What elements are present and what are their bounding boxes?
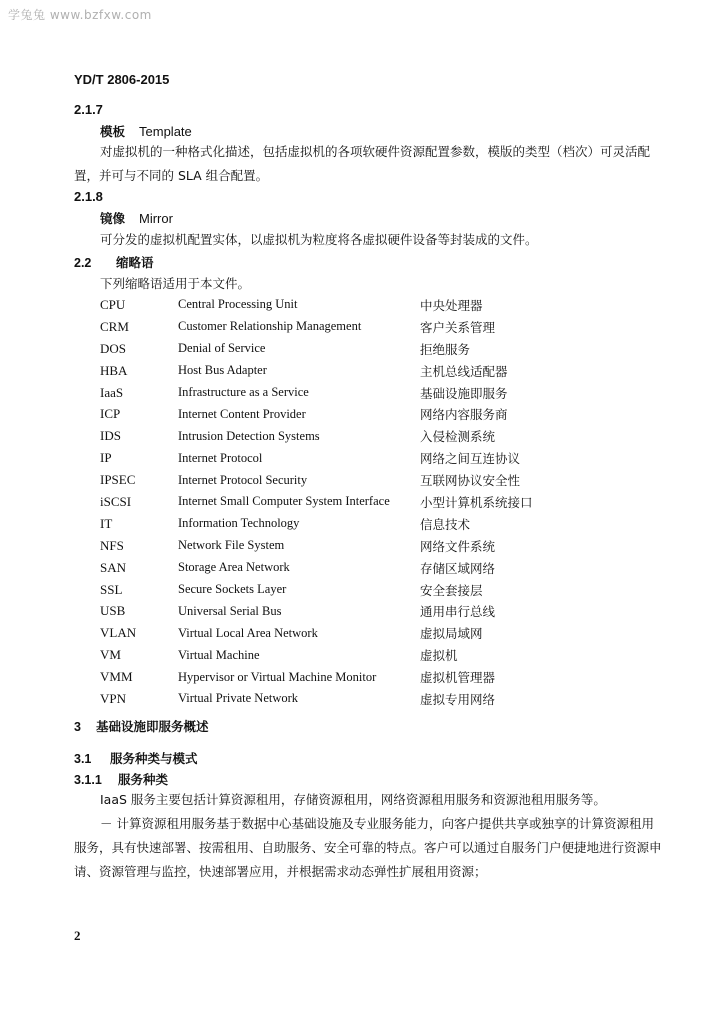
definition-mirror: 可分发的虚拟机配置实体，以虚拟机为粒度将各虚拟硬件设备等封装成的文件。 [100,232,538,247]
chinese-term: 网络之间互连协议 [420,451,521,467]
chinese-term: 入侵检测系统 [420,429,496,445]
english-term: Internet Protocol Security [178,472,308,487]
abbreviation: DOS [100,340,127,356]
section-title: 服务种类 [118,772,169,787]
abbreviation: IP [100,450,112,466]
abbreviation: VMM [100,669,133,685]
chinese-term: 虚拟专用网络 [420,691,496,707]
abbreviation-row [100,360,533,382]
abbreviation-row [100,491,533,513]
english-term: Secure Sockets Layer [178,582,287,597]
english-term: Denial of Service [178,341,266,356]
abbreviation-row [100,579,533,601]
abbreviation: CRM [100,318,129,334]
abbreviation-row [100,557,533,579]
section-number: 3.1.1 [74,773,102,787]
term-mirror [100,209,173,227]
chinese-term: 基础设施即服务 [420,385,508,401]
abbreviation: IDS [100,428,121,444]
english-term: Host Bus Adapter [178,363,267,378]
term-zh: 镜像 [100,211,126,226]
english-term: Central Processing Unit [178,297,298,312]
section-title: 缩略语 [116,255,154,270]
chinese-term: 虚拟机管理器 [420,670,496,686]
paragraph-iaas-services: IaaS 服务主要包括计算资源租用，存储资源租用，网络资源租用服务和资源池租用服务等。 [100,792,606,807]
section-number-2-1-7: 2.1.7 [74,102,103,117]
section-heading-3-1 [74,749,198,767]
abbreviation: VM [100,647,121,663]
chinese-term: 网络内容服务商 [420,407,508,423]
abbreviation-row [100,622,533,644]
english-term: Storage Area Network [178,560,290,575]
chinese-term: 通用串行总线 [420,604,496,620]
chinese-term: 中央处理器 [420,297,483,313]
abbreviation-row [100,316,533,338]
section-heading-3-1-1 [74,770,168,788]
english-term: Internet Protocol [178,450,263,465]
section-number: 2.2 [74,256,92,270]
chinese-term: 互联网协议安全性 [420,473,521,489]
term-template [100,122,192,140]
abbreviation-row [100,688,533,710]
section-heading-3 [74,717,209,735]
page-number: 2 [74,928,81,943]
english-term: Customer Relationship Management [178,319,362,334]
chinese-term: 拒绝服务 [420,341,471,357]
abbreviation: ICP [100,406,121,422]
abbreviation: IaaS [100,384,124,400]
abbreviation-row [100,666,533,688]
english-term: Intrusion Detection Systems [178,428,320,443]
english-term: Network File System [178,538,285,553]
term-en: Template [139,124,192,139]
chinese-term: 安全套接层 [420,582,483,598]
english-term: Hypervisor or Virtual Machine Monitor [178,669,377,684]
definition-template: 对虚拟机的一种格式化描述，包括虚拟机的各项软硬件资源配置参数，模版的类型（档次）可灵活配置，并可与不同的 SLA 组合配置。 [74,144,651,183]
paragraph-compute-rental: － 计算资源租用服务基于数据中心基础设施及专业服务能力，向客户提供共享或独享的计算资源租用服务，具有快速部署、按需租用、自助服务、安全可靠的特点。客户可以通过自服务门户便捷地进行资源申请、资源管理与监控，快速部署应用，并根据需求动态弹性扩展租用资源； [74,816,662,879]
section-number: 3 [74,720,81,734]
abbreviation-row [100,294,533,316]
abbreviation: NFS [100,537,124,553]
abbreviation: VLAN [100,625,137,641]
abbreviation-row [100,403,533,425]
chinese-term: 虚拟机 [420,648,458,664]
abbreviation-row [100,535,533,557]
abbreviation: CPU [100,296,126,312]
abbreviations-table [100,294,533,710]
english-term: Internet Content Provider [178,406,306,421]
abbreviation: HBA [100,362,128,378]
abbreviation: IT [100,515,113,531]
english-term: Universal Serial Bus [178,603,282,618]
abbreviation: SAN [100,559,127,575]
abbreviation: VPN [100,690,127,706]
chinese-term: 小型计算机系统接口 [420,494,533,510]
term-en: Mirror [139,211,173,226]
chinese-term: 存储区域网络 [420,560,496,576]
abbreviation-row [100,382,533,404]
english-term: Infrastructure as a Service [178,385,309,399]
chinese-term: 信息技术 [420,516,471,532]
term-zh: 模板 [100,124,126,139]
section-heading-2-2 [74,253,154,271]
abbreviation-row [100,469,533,491]
chinese-term: 虚拟局域网 [420,626,483,642]
abbreviation: USB [100,603,126,619]
abbreviation-row [100,425,533,447]
english-term: Virtual Private Network [178,691,299,706]
english-term: Virtual Local Area Network [178,625,318,640]
abbreviation: SSL [100,581,123,597]
abbreviation: iSCSI [100,493,132,509]
section-title: 基础设施即服务概述 [96,719,209,734]
english-term: Virtual Machine [178,647,260,662]
english-term: Internet Small Computer System Interface [178,494,390,509]
chinese-term: 主机总线适配器 [420,363,508,379]
section-title: 服务种类与模式 [110,751,198,766]
abbreviation-row [100,644,533,666]
section-number: 3.1 [74,752,92,766]
abbreviation-row [100,600,533,622]
abbreviation-row [100,338,533,360]
chinese-term: 客户关系管理 [420,319,496,335]
english-term: Information Technology [178,516,300,531]
document-id: YD/T 2806-2015 [74,72,170,87]
abbreviations-intro: 下列缩略语适用于本文件。 [100,276,251,291]
section-number-2-1-8: 2.1.8 [74,189,103,204]
abbreviation-row [100,513,533,535]
watermark: 学兔兔 www.bzfxw.com [8,8,152,22]
abbreviation-row [100,447,533,469]
abbreviation: IPSEC [100,472,136,488]
chinese-term: 网络文件系统 [420,538,496,554]
